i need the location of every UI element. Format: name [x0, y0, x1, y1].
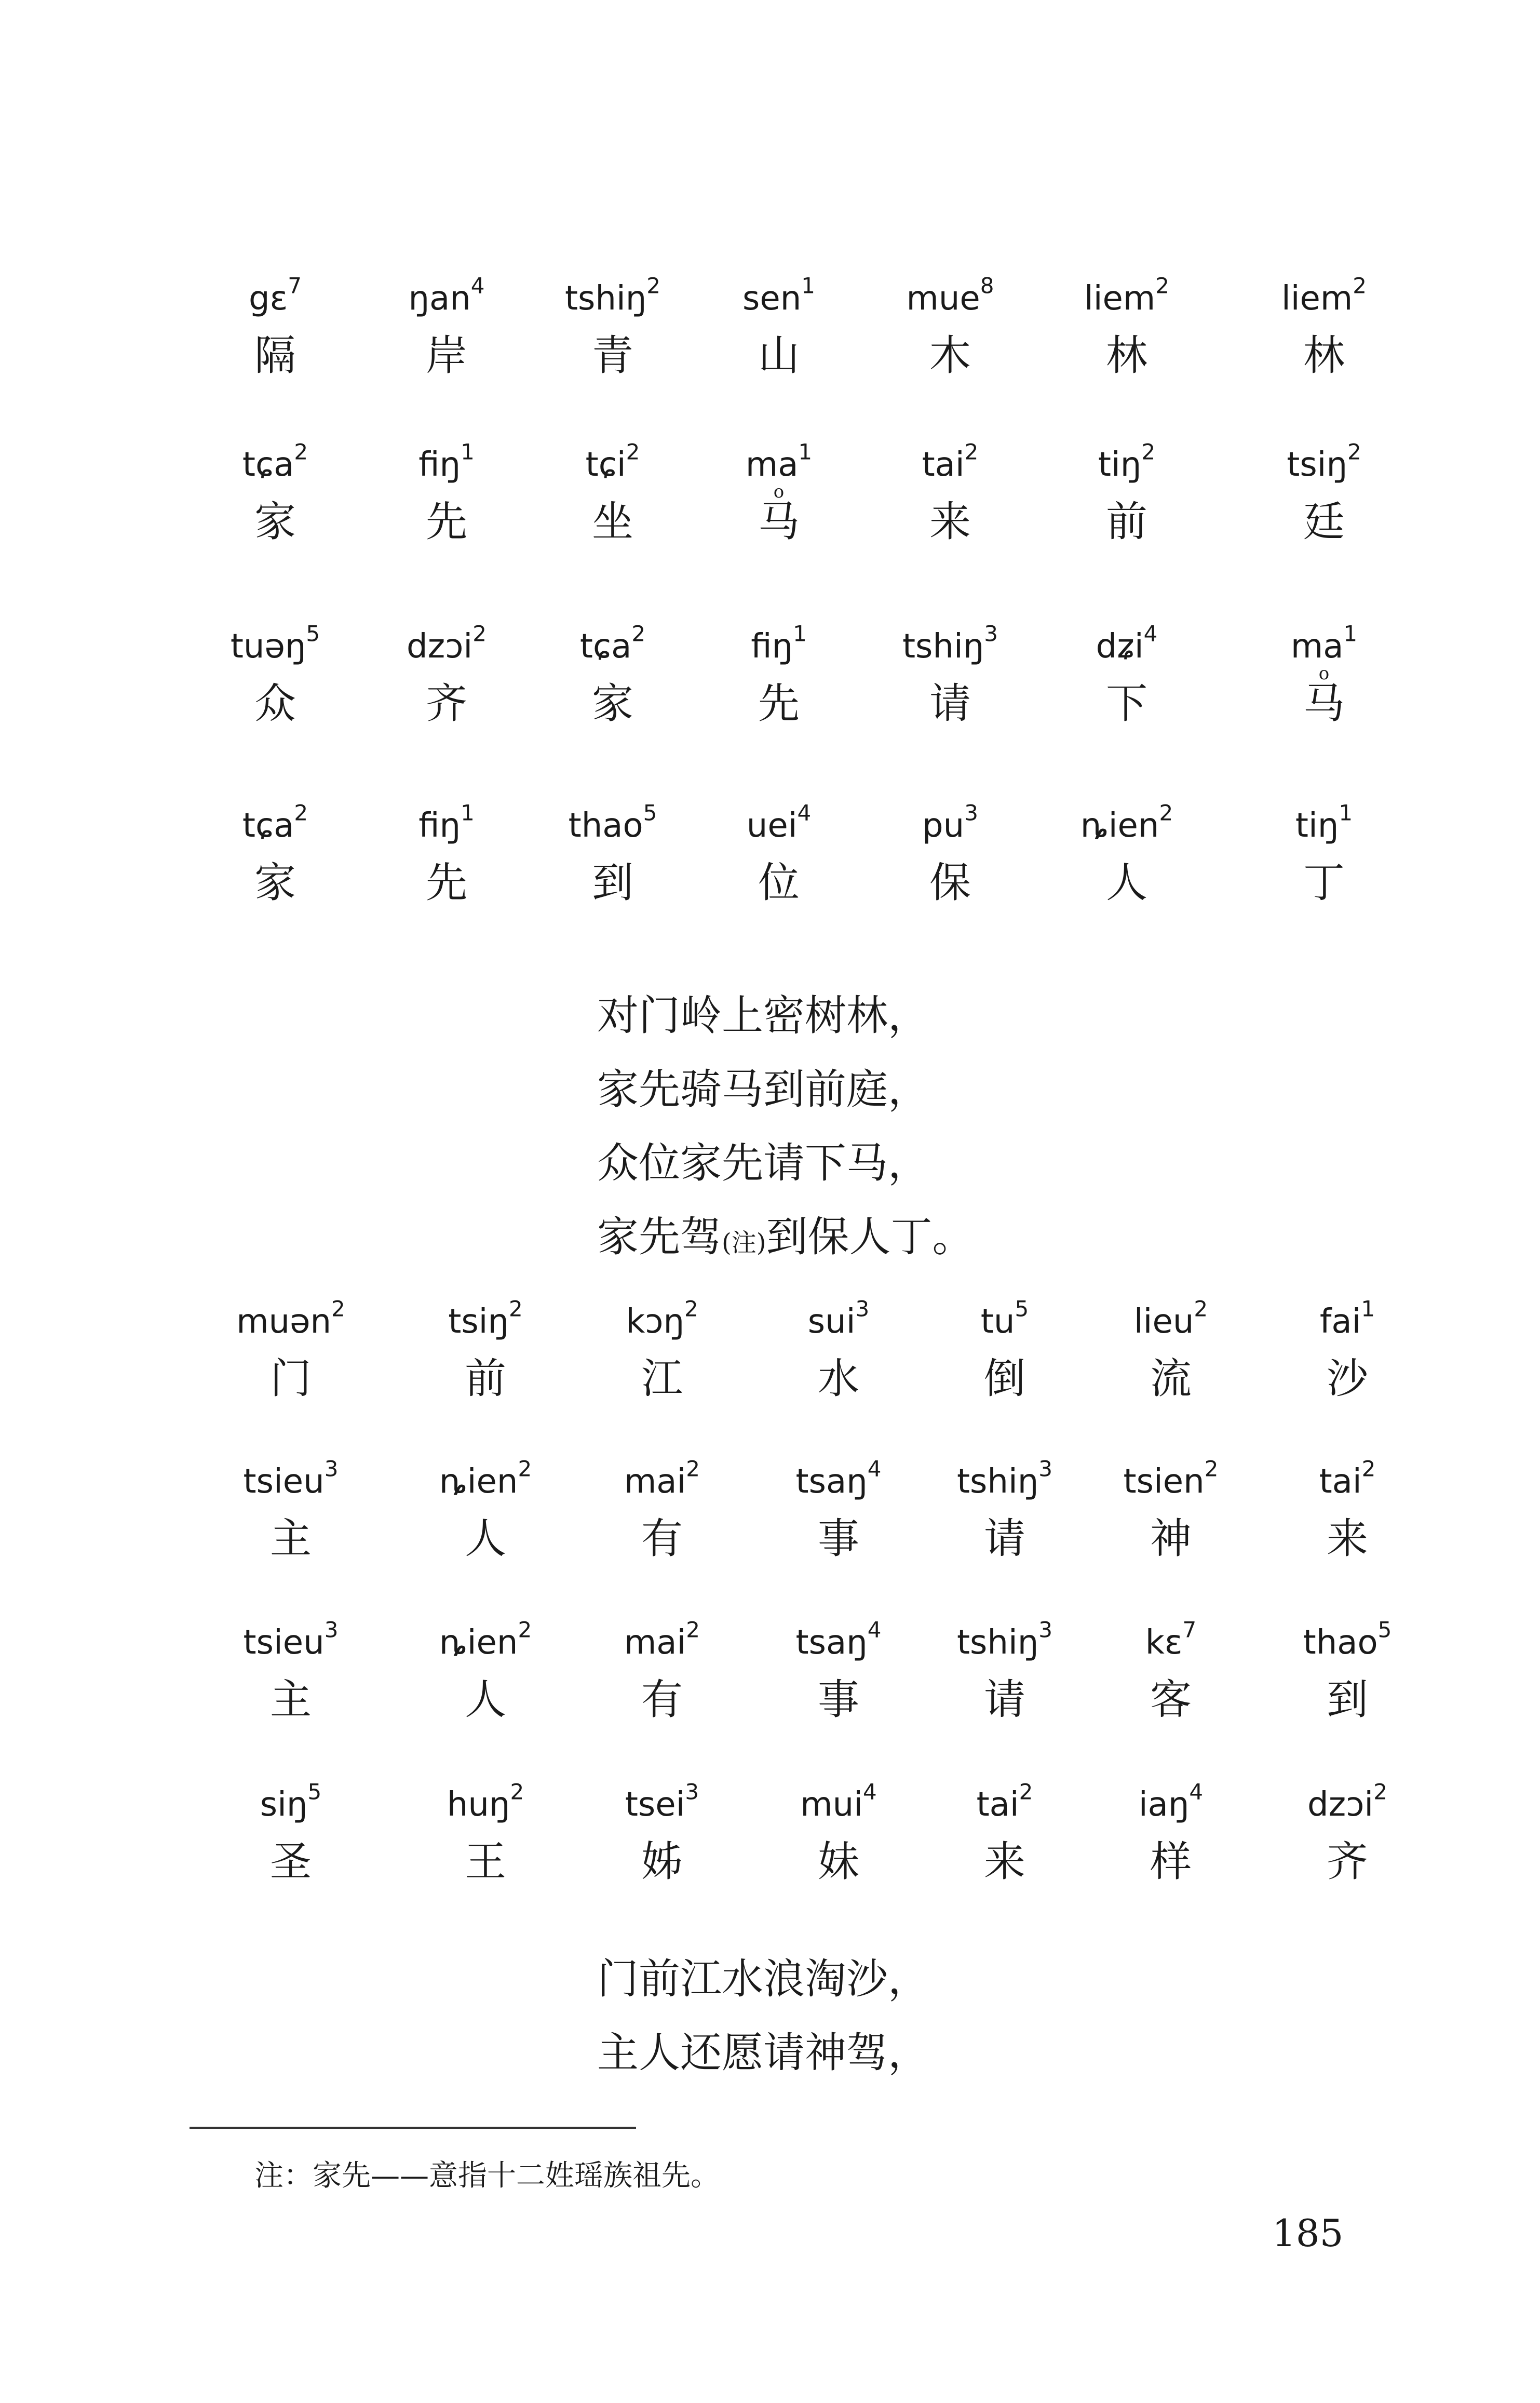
- chinese-character: 前: [465, 1354, 506, 1403]
- romanization: [916, 1458, 1093, 1505]
- chinese-character: 倒: [984, 1354, 1025, 1403]
- romanization: [916, 1781, 1093, 1828]
- romanization: [1236, 802, 1412, 849]
- syllable: mai: [624, 1462, 686, 1501]
- chinese-character: 神: [1150, 1514, 1192, 1563]
- syllable: tshiŋ: [956, 1623, 1039, 1662]
- syllable: tiŋ: [1295, 807, 1339, 845]
- tone-number: 2: [631, 621, 646, 647]
- romanization: [691, 275, 867, 322]
- chinese-character: 家: [592, 679, 633, 728]
- chinese-character: 家: [254, 498, 296, 546]
- tone-number: 2: [510, 1779, 524, 1805]
- tone-number: 2: [686, 1456, 700, 1482]
- chinese-character: 姊: [641, 1837, 683, 1886]
- chinese-character: 先: [426, 498, 467, 546]
- syllable: dzɔi: [1307, 1786, 1374, 1824]
- syllable: tsieu: [243, 1462, 325, 1501]
- tone-number: 7: [288, 273, 302, 299]
- footnote-divider: [190, 2127, 636, 2129]
- gloss-row: [0, 800, 1540, 907]
- gloss-row: [0, 1456, 1540, 1563]
- syllable: iaŋ: [1138, 1786, 1190, 1824]
- romanization: [1038, 441, 1215, 488]
- romanization: [1236, 275, 1412, 322]
- chinese-character: 丁: [1303, 858, 1345, 907]
- tone-number: 2: [1347, 439, 1361, 465]
- tone-number: 1: [798, 439, 813, 465]
- tone-number: 2: [1159, 800, 1173, 826]
- chinese-character: 沙: [1327, 1354, 1368, 1403]
- footnote: 注：家先——意指十二姓瑶族祖先。: [254, 2159, 720, 2193]
- romanization: [358, 623, 535, 670]
- tone-number: 5: [1015, 1296, 1029, 1322]
- romanization: [187, 275, 363, 322]
- gloss-row: [0, 439, 1540, 546]
- tone-number: 2: [509, 1296, 523, 1322]
- syllable: siŋ: [260, 1786, 308, 1824]
- romanization: [691, 802, 867, 849]
- syllable: liem: [1084, 279, 1156, 318]
- translation-line: 对门岭上密树林，: [597, 991, 929, 1040]
- translation-line: 家先骑马到前庭，: [597, 1065, 929, 1113]
- tone-number: 3: [964, 800, 978, 826]
- syllable: huŋ: [447, 1786, 510, 1824]
- chinese-character: 事: [818, 1675, 859, 1724]
- chinese-character: 请: [929, 679, 971, 728]
- romanization: [1083, 1781, 1259, 1828]
- tone-number: 1: [793, 621, 807, 647]
- translation-line: 主人还愿请神驾，: [597, 2029, 929, 2077]
- syllable: thao: [1303, 1623, 1378, 1662]
- syllable: gε: [249, 279, 288, 318]
- romanization: [1236, 441, 1412, 488]
- chinese-character: 马: [1303, 679, 1345, 728]
- syllable: thao: [568, 807, 643, 845]
- syllable: tai: [1319, 1462, 1362, 1501]
- gloss-row: [0, 621, 1540, 728]
- chinese-character: 廷: [1303, 498, 1345, 546]
- translation-stanza-2: [597, 1942, 929, 2090]
- chinese-character: 隔: [254, 331, 296, 380]
- syllable: tsiŋ: [1287, 446, 1348, 484]
- syllable: muən: [236, 1303, 332, 1341]
- syllable: liem: [1281, 279, 1353, 318]
- tone-number: 1: [461, 439, 475, 465]
- syllable: kε: [1145, 1623, 1183, 1662]
- syllable: tɕa: [579, 627, 632, 666]
- romanization: [524, 275, 701, 322]
- chinese-character: 家: [254, 858, 296, 907]
- syllable: ma: [1290, 627, 1344, 666]
- translation-line: 众位家先请下马，: [597, 1139, 929, 1187]
- romanization: [524, 441, 701, 488]
- chinese-character: 有: [641, 1514, 683, 1563]
- syllable: tsieu: [243, 1623, 325, 1662]
- romanization: [397, 1458, 574, 1505]
- gloss-row: [0, 1296, 1540, 1403]
- romanization: [202, 1298, 379, 1345]
- ring-mark: o: [1318, 663, 1330, 684]
- chinese-character: 先: [758, 679, 800, 728]
- tone-number: 7: [1182, 1617, 1197, 1643]
- tone-number: 5: [643, 800, 657, 826]
- chinese-character: 门: [270, 1354, 312, 1403]
- syllable: fiŋ: [751, 627, 793, 666]
- translation-stanza-1: [597, 979, 974, 1280]
- chinese-character: 到: [592, 858, 633, 907]
- romanization: [1259, 1781, 1436, 1828]
- romanization: [862, 802, 1038, 849]
- romanization: [187, 623, 363, 670]
- chinese-character: 木: [929, 331, 971, 380]
- romanization: [750, 1619, 927, 1666]
- chinese-character: 江: [641, 1354, 683, 1403]
- chinese-character: 林: [1303, 331, 1345, 380]
- chinese-character: 来: [1327, 1514, 1368, 1563]
- tone-number: 4: [862, 1779, 877, 1805]
- syllable: tai: [976, 1786, 1019, 1824]
- translation-line: 家先驾(注)到保人丁。: [597, 1213, 974, 1261]
- romanization: [397, 1781, 574, 1828]
- romanization: [691, 623, 867, 670]
- romanization: [750, 1298, 927, 1345]
- tone-number: 4: [867, 1617, 882, 1643]
- romanization: [358, 275, 535, 322]
- syllable: tai: [922, 446, 965, 484]
- tone-number: 2: [1361, 1456, 1376, 1482]
- chinese-character: 众: [254, 679, 296, 728]
- chinese-character: 马: [758, 498, 800, 546]
- romanization: [1259, 1298, 1436, 1345]
- tone-number: 4: [470, 273, 485, 299]
- chinese-character: 坐: [592, 498, 633, 546]
- romanization: [202, 1458, 379, 1505]
- romanization: [1259, 1458, 1436, 1505]
- tone-number: 5: [1377, 1617, 1392, 1643]
- syllable: sui: [807, 1303, 856, 1341]
- gloss-row: [0, 1779, 1540, 1886]
- syllable: fiŋ: [418, 807, 461, 845]
- gloss-row: [0, 273, 1540, 380]
- tone-number: 1: [1339, 800, 1353, 826]
- syllable: dzɔi: [407, 627, 473, 666]
- tone-number: 3: [855, 1296, 870, 1322]
- romanization: [187, 441, 363, 488]
- chinese-character: 先: [426, 858, 467, 907]
- tone-number: 2: [518, 1617, 532, 1643]
- chinese-character: 齐: [1327, 1837, 1368, 1886]
- tone-number: 5: [306, 621, 320, 647]
- romanization: [750, 1781, 927, 1828]
- syllable: tɕa: [242, 807, 294, 845]
- tone-number: 2: [294, 439, 308, 465]
- tone-number: 1: [1343, 621, 1358, 647]
- syllable: tɕi: [585, 446, 626, 484]
- chinese-character: 流: [1150, 1354, 1192, 1403]
- syllable: mue: [906, 279, 980, 318]
- syllable: fai: [1319, 1303, 1361, 1341]
- romanization: [397, 1298, 574, 1345]
- tone-number: 5: [307, 1779, 322, 1805]
- chinese-character: 主: [270, 1675, 312, 1724]
- tone-number: 2: [294, 800, 308, 826]
- syllable: ȵien: [1080, 807, 1159, 845]
- syllable: tsaŋ: [795, 1462, 868, 1501]
- romanization: [862, 441, 1038, 488]
- chinese-character: 请: [984, 1514, 1025, 1563]
- chinese-character: 有: [641, 1675, 683, 1724]
- romanization: [202, 1781, 379, 1828]
- tone-number: 2: [1194, 1296, 1208, 1322]
- tone-number: 2: [518, 1456, 532, 1482]
- chinese-character: 齐: [426, 679, 467, 728]
- chinese-character: 主: [270, 1514, 312, 1563]
- gloss-row: [0, 1617, 1540, 1724]
- syllable: ȵien: [439, 1462, 518, 1501]
- romanization: [524, 623, 701, 670]
- tone-number: 2: [1373, 1779, 1387, 1805]
- tone-number: 3: [1038, 1617, 1053, 1643]
- romanization: [1259, 1619, 1436, 1666]
- romanization: [397, 1619, 574, 1666]
- syllable: tiŋ: [1098, 446, 1142, 484]
- syllable: dʑi: [1096, 627, 1144, 666]
- romanization: [202, 1619, 379, 1666]
- romanization: [574, 1781, 750, 1828]
- syllable: tsaŋ: [795, 1623, 868, 1662]
- tone-number: 4: [797, 800, 812, 826]
- syllable: tuəŋ: [230, 627, 306, 666]
- romanization: [916, 1619, 1093, 1666]
- tone-number: 3: [324, 1456, 339, 1482]
- tone-number: 3: [685, 1779, 699, 1805]
- syllable: uei: [746, 807, 798, 845]
- romanization: [862, 623, 1038, 670]
- tone-number: 4: [1189, 1779, 1204, 1805]
- syllable: tshiŋ: [956, 1462, 1039, 1501]
- syllable: lieu: [1133, 1303, 1194, 1341]
- tone-number: 2: [1141, 439, 1156, 465]
- translation-line: 门前江水浪淘沙，: [597, 1955, 929, 2003]
- chinese-character: 林: [1106, 331, 1147, 380]
- tone-number: 3: [1038, 1456, 1053, 1482]
- syllable: ȵien: [439, 1623, 518, 1662]
- romanization: [1083, 1458, 1259, 1505]
- chinese-character: 保: [929, 858, 971, 907]
- romanization: [862, 275, 1038, 322]
- syllable: fiŋ: [418, 446, 461, 484]
- syllable: tɕa: [242, 446, 294, 484]
- tone-number: 2: [1353, 273, 1367, 299]
- chinese-character: 到: [1327, 1675, 1368, 1724]
- chinese-character: 样: [1150, 1837, 1192, 1886]
- tone-number: 4: [867, 1456, 882, 1482]
- chinese-character: 圣: [270, 1837, 312, 1886]
- romanization: [1083, 1619, 1259, 1666]
- chinese-character: 来: [929, 498, 971, 546]
- chinese-character: 下: [1106, 679, 1147, 728]
- syllable: sen: [742, 279, 802, 318]
- romanization: [1038, 802, 1215, 849]
- tone-number: 1: [1361, 1296, 1375, 1322]
- chinese-character: 水: [818, 1354, 859, 1403]
- syllable: mai: [624, 1623, 686, 1662]
- chinese-character: 来: [984, 1837, 1025, 1886]
- romanization: [1038, 623, 1215, 670]
- chinese-character: 岸: [426, 331, 467, 380]
- chinese-character: 客: [1150, 1675, 1192, 1724]
- romanization: [916, 1298, 1093, 1345]
- tone-number: 1: [461, 800, 475, 826]
- syllable: kɔŋ: [626, 1303, 685, 1341]
- chinese-character: 请: [984, 1675, 1025, 1724]
- syllable: tshiŋ: [564, 279, 647, 318]
- romanization: [574, 1619, 750, 1666]
- tone-number: 1: [801, 273, 815, 299]
- chinese-character: 位: [758, 858, 800, 907]
- tone-number: 2: [1155, 273, 1169, 299]
- romanization: [1038, 275, 1215, 322]
- romanization: [574, 1298, 750, 1345]
- syllable: ŋan: [408, 279, 471, 318]
- tone-number: 2: [626, 439, 640, 465]
- syllable: tu: [980, 1303, 1015, 1341]
- tone-number: 2: [472, 621, 487, 647]
- chinese-character: 青: [592, 331, 633, 380]
- tone-number: 2: [684, 1296, 698, 1322]
- chinese-character: 山: [758, 331, 800, 380]
- romanization: [1083, 1298, 1259, 1345]
- tone-number: 2: [1204, 1456, 1219, 1482]
- tone-number: 3: [324, 1617, 339, 1643]
- tone-number: 4: [1143, 621, 1158, 647]
- page-number: 185: [1272, 2211, 1344, 2255]
- tone-number: 2: [964, 439, 979, 465]
- tone-number: 2: [331, 1296, 345, 1322]
- chinese-character: 人: [465, 1675, 506, 1724]
- syllable: ma: [745, 446, 799, 484]
- romanization: [358, 802, 535, 849]
- chinese-character: 王: [465, 1837, 506, 1886]
- tone-number: 8: [980, 273, 994, 299]
- tone-number: 2: [1019, 1779, 1033, 1805]
- note-marker: (注): [722, 1228, 766, 1257]
- chinese-character: 前: [1106, 498, 1147, 546]
- syllable: tsien: [1123, 1462, 1205, 1501]
- tone-number: 3: [984, 621, 998, 647]
- syllable: tsiŋ: [448, 1303, 509, 1341]
- syllable: tsei: [625, 1786, 685, 1824]
- tone-number: 2: [646, 273, 661, 299]
- syllable: mui: [800, 1786, 863, 1824]
- chinese-character: 人: [465, 1514, 506, 1563]
- chinese-character: 人: [1106, 858, 1147, 907]
- romanization: [750, 1458, 927, 1505]
- romanization: [524, 802, 701, 849]
- romanization: [358, 441, 535, 488]
- ring-mark: o: [773, 481, 785, 502]
- chinese-character: 事: [818, 1514, 859, 1563]
- romanization: [187, 802, 363, 849]
- syllable: pu: [922, 807, 965, 845]
- romanization: [574, 1458, 750, 1505]
- syllable: tshiŋ: [902, 627, 984, 666]
- chinese-character: 妹: [818, 1837, 859, 1886]
- tone-number: 2: [686, 1617, 700, 1643]
